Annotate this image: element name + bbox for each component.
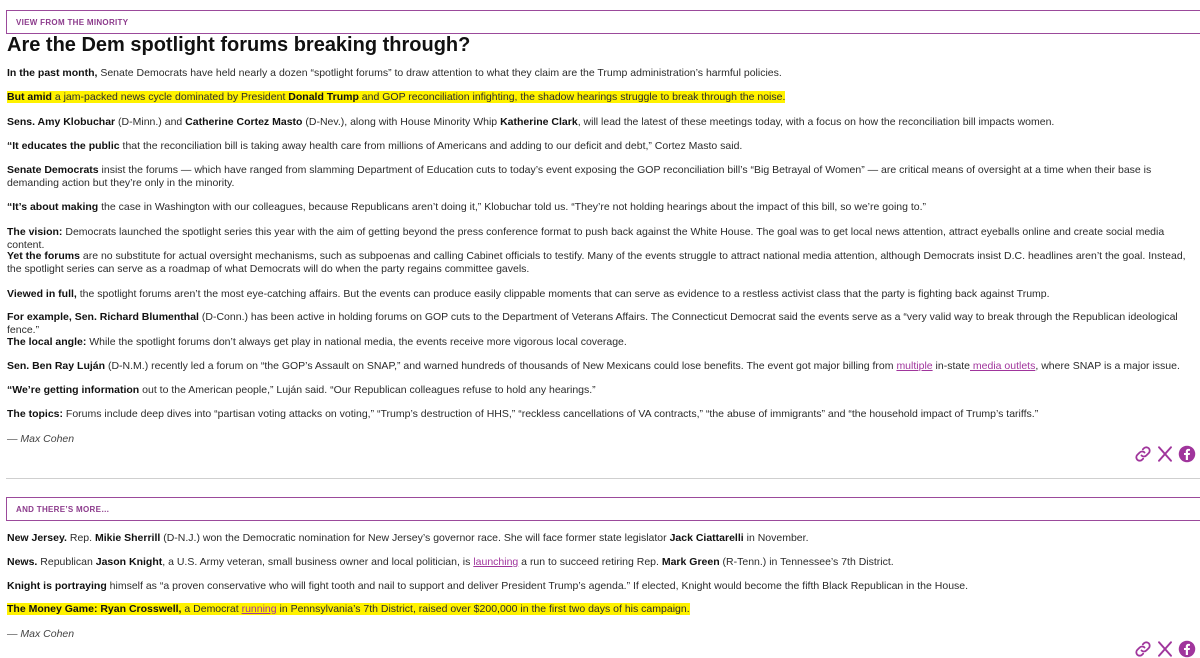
- share-bar: [1134, 445, 1196, 463]
- paragraph-12: Sen. Ben Ray Luján (D-N.M.) recently led a forum on “the GOP’s Assault on SNAP,” and warned hundreds of thousands of New Mexicans could lose benefits. The event got major billing from multiple in-state media outlets, where SNAP is a major issue.: [7, 360, 1180, 372]
- paragraph-2-highlighted: But amid a jam-packed news cycle dominated by President Donald Trump and GOP reconciliation infighting, the shadow hearings struggle to break through the noise.: [7, 91, 786, 103]
- headline: Are the Dem spotlight forums breaking through?: [7, 34, 471, 56]
- more-paragraph-3: Knight is portraying himself as “a proven conservative who will fight tooth and nail to support and deliver President Trump’s agenda.” If elected, Knight would become the fifth Black Republican in the House.: [7, 580, 969, 592]
- section-divider: [6, 478, 1200, 479]
- more-paragraph-2: News. Republican Jason Knight, a U.S. Army veteran, small business owner and local politician, is launching a run to succeed retiring Rep. Mark Green (R-Tenn.) in Tennessee’s 7th District.: [7, 556, 894, 568]
- paragraph-7: The vision: Democrats launched the spotlight series this year with the aim of getting beyond the press conference format to push back against the White House. The goal was to get local news attention, attract eyeballs online and create social media content.: [7, 226, 1165, 251]
- more-paragraph-1: New Jersey. Rep. Mikie Sherrill (D-N.J.) won the Democratic nomination for New Jersey’s governor race. She will face former state legislator Jack Ciattarelli in November.: [7, 532, 809, 544]
- more-paragraph-4-highlighted: The Money Game: Ryan Crosswell, a Democrat running in Pennsylvania’s 7th District, raised over $200,000 in the first two days of his campaign.: [7, 603, 690, 615]
- paragraph-14: The topics: Forums include deep dives into “partisan voting attacks on voting,” “Trump’s destruction of HHS,” “reckless cancellations of VA contracts,” “the abuse of immigrants” and “the household impact of Trump’s tariffs.”: [7, 408, 1039, 420]
- x-icon[interactable]: [1156, 445, 1174, 463]
- facebook-icon[interactable]: [1178, 640, 1196, 658]
- paragraph-6: “It’s about making the case in Washington with our colleagues, because Republicans aren’t doing it,” Klobuchar told us. “They’re not holding hearings about the impact of this bill, so we’re going to.”: [7, 201, 927, 213]
- paragraph-11: The local angle: While the spotlight forums don’t always get play in national media, the events receive more vigorous local coverage.: [7, 336, 627, 348]
- share-bar-2: [1134, 640, 1196, 658]
- paragraph-8: Yet the forums are no substitute for actual oversight mechanisms, such as subpoenas and calling Cabinet officials to testify. Many of the events struggle to attract national media attention, although Democrats insist D.C. headlines aren’t the goal. Instead, the spotlight series can serve as a roadmap of what Democrats will do when the party regains committee gavels.: [7, 250, 1186, 275]
- paragraph-5: Senate Democrats insist the forums — which have ranged from slamming Department of Education cuts to today’s event exposing the GOP reconciliation bill’s “Big Betrayal of Women” — are critical means of oversight at a time when their base is demanding action but they’re only in the minority.: [7, 164, 1152, 189]
- section-label-and-theres-more: AND THERE’S MORE…: [6, 497, 1200, 521]
- launching-link[interactable]: launching: [473, 556, 519, 568]
- paragraph-13: “We’re getting information out to the American people,” Luján said. “Our Republican colleagues refuse to hold any hearings.”: [7, 384, 596, 396]
- running-link[interactable]: running: [241, 603, 277, 615]
- link-icon[interactable]: [1134, 445, 1152, 463]
- paragraph-3: Sens. Amy Klobuchar (D-Minn.) and Catherine Cortez Masto (D-Nev.), along with House Minority Whip Katherine Clark, will lead the latest of these meetings today, with a focus on how the reconciliation bill impacts women.: [7, 116, 1055, 128]
- paragraph-1: In the past month, Senate Democrats have held nearly a dozen “spotlight forums” to draw attention to what they claim are the Trump administration’s harmful policies.: [7, 67, 782, 79]
- facebook-icon[interactable]: [1178, 445, 1196, 463]
- byline: — Max Cohen: [7, 433, 75, 445]
- link-icon[interactable]: [1134, 640, 1152, 658]
- multiple-link[interactable]: multiple: [896, 360, 933, 372]
- paragraph-10: For example, Sen. Richard Blumenthal (D-Conn.) has been active in holding forums on GOP cuts to the Department of Veterans Affairs. The Connecticut Democrat said the events serve as a “very valid way to break through the Republican ideological fence.”: [7, 311, 1178, 336]
- paragraph-4: “It educates the public that the reconciliation bill is taking away health care from millions of Americans and adding to our deficit and debt,” Cortez Masto said.: [7, 140, 743, 152]
- section-label-view-from-minority: VIEW FROM THE MINORITY: [6, 10, 1200, 34]
- x-icon[interactable]: [1156, 640, 1174, 658]
- paragraph-9: Viewed in full, the spotlight forums aren’t the most eye-catching affairs. But the events can produce easily clippable moments that can serve as evidence to a restless activist class that the party is fighting back against Trump.: [7, 288, 1050, 300]
- media-outlets-link[interactable]: media outlets: [969, 360, 1036, 372]
- more-byline: — Max Cohen: [7, 628, 75, 640]
